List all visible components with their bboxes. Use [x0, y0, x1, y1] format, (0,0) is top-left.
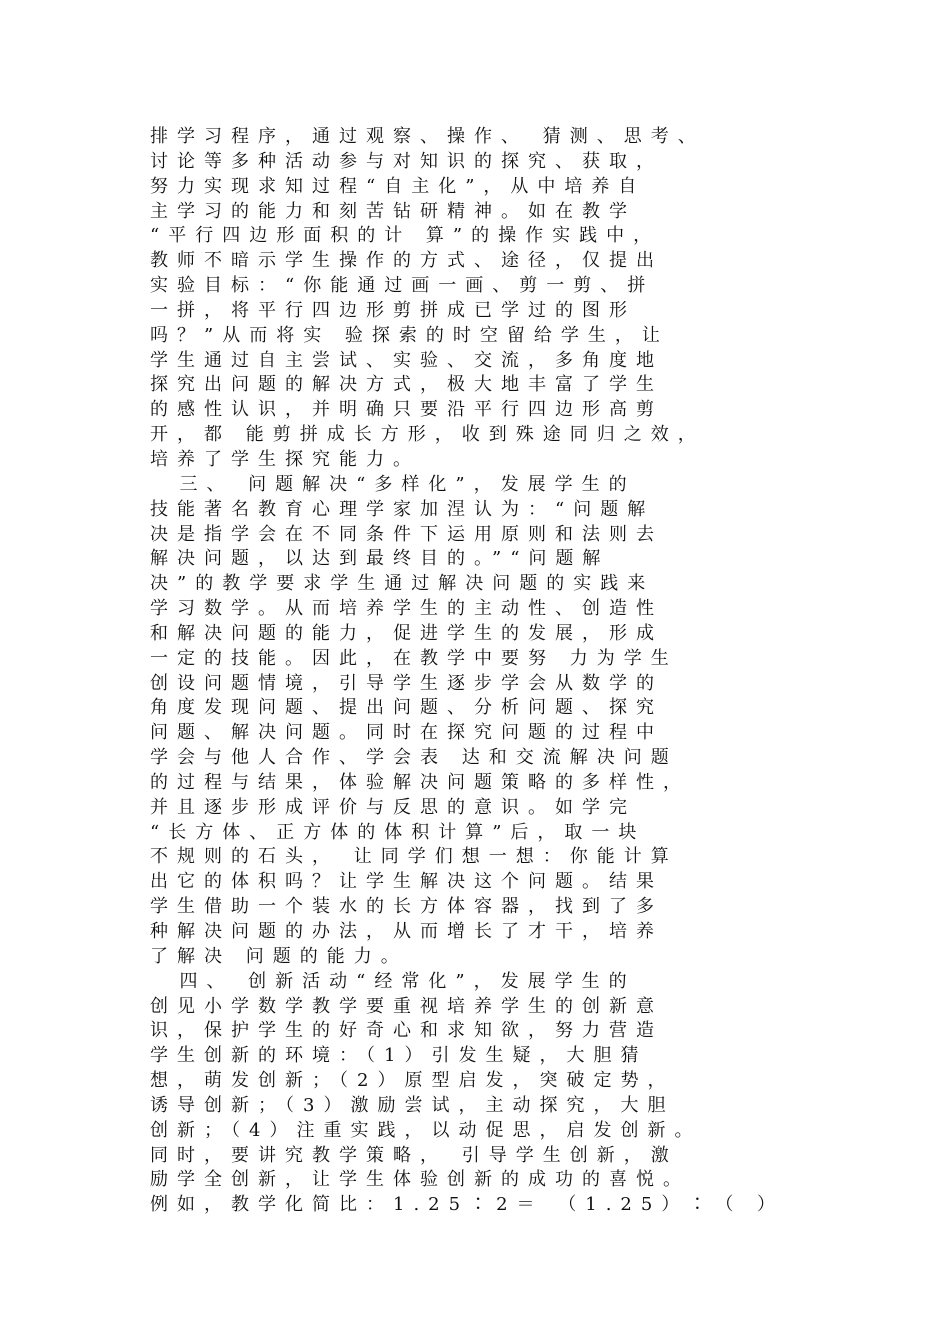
- text-line: 并且逐步形成评价与反思的意识。如学完: [150, 796, 636, 818]
- text-line: 不规则的石头， 让同学们想一想：你能计算: [150, 846, 678, 868]
- text-line: 学生创新的环境：（1）引发生疑，大胆猜: [150, 1045, 648, 1067]
- text-line: 出它的体积吗？让学生解决这个问题。结果: [150, 871, 663, 893]
- text-line: 解决问题，以达到最终目的。”“问题解: [150, 548, 610, 570]
- text-line: 培养了学生探究能力。: [150, 448, 420, 470]
- text-line: 技能著名教育心理学家加涅认为：“问题解: [150, 498, 655, 520]
- text-line: 一拼，将平行四边形剪拼成已学过的图形: [150, 299, 636, 321]
- text-line: 一定的技能。因此，在教学中要努 力为学生: [150, 647, 678, 669]
- text-line: 问题、解决问题。同时在探究问题的过程中: [150, 722, 663, 744]
- text-line: “平行四边形面积的计 算”的操作实践中，: [150, 225, 661, 247]
- text-line: 创设问题情境，引导学生逐步学会从数学的: [150, 672, 663, 694]
- body-text: [150, 125, 822, 1218]
- text-line: 种解决问题的办法，从而增长了才干，培养: [150, 921, 663, 942]
- text-line: 同时，要讲究教学策略， 引导学生创新，激: [150, 1144, 678, 1166]
- text-line: 和解决问题的能力，促进学生的发展，形成: [150, 622, 663, 644]
- text-line: 创见小学数学教学要重视培养学生的创新意: [150, 995, 663, 1017]
- text-line: 学生通过自主尝试、实验、交流，多角度地: [150, 349, 663, 371]
- text-line: 吗？”从而将实 验探索的时空留给学生，让: [150, 324, 669, 346]
- text-line: 的感性认识，并明确只要沿平行四边形高剪: [150, 399, 663, 421]
- text-line: 角度发现问题、提出问题、分析问题、探究: [150, 697, 663, 719]
- text-line: 学习数学。从而培养学生的主动性、创造性: [150, 598, 663, 620]
- text-line: 主学习的能力和刻苦钻研精神。如在教学: [150, 200, 636, 222]
- text-line: 学生借助一个装水的长方体容器，找到了多: [150, 896, 663, 918]
- text-line: 励学全创新，让学生体验创新的成功的喜悦。: [150, 1169, 690, 1191]
- text-line: 创新；（4）注重实践，以动促思，启发创新。: [150, 1119, 702, 1141]
- text-line: 决”的教学要求学生通过解决问题的实践来: [150, 573, 655, 595]
- text-line: 探究出问题的解决方式，极大地丰富了学生: [150, 374, 663, 396]
- text-line: 努力实现求知过程“自主化”，从中培养自: [150, 175, 646, 197]
- text-line: 诱导创新；（3）激励尝试，主动探究，大胆: [150, 1094, 675, 1116]
- text-line: 想，萌发创新；（2）原型启发，突破定势，: [150, 1070, 675, 1092]
- text-line: 了解决 问题的能力。: [150, 945, 408, 967]
- text-line: 例如，教学化简比：1.25∶2＝ （1.25）∶（ ）: [150, 1194, 785, 1216]
- section-heading-3: 三、 问题解决“多样化”，发展学生的: [150, 473, 636, 495]
- text-line: 的过程与结果，体验解决问题策略的多样性，: [150, 771, 690, 793]
- text-line: 教师不暗示学生操作的方式、途径，仅提出: [150, 250, 663, 272]
- text-line: “长方体、正方体的体积计算”后，取一块: [150, 821, 646, 843]
- text-line: 排学习程序，通过观察、操作、 猜测、思考、: [150, 126, 705, 147]
- text-line: 开，都 能剪拼成长方形，收到殊途同归之效，: [150, 424, 705, 446]
- text-line: 讨论等多种活动参与对知识的探究、获取，: [150, 150, 663, 172]
- text-line: 实验目标：“你能通过画一画、剪一剪、拼: [150, 275, 655, 297]
- text-line: 决是指学会在不同条件下运用原则和法则去: [150, 523, 663, 545]
- text-line: 学会与他人合作、学会表 达和交流解决问题: [150, 747, 678, 769]
- section-heading-4: 四、 创新活动“经常化”，发展学生的: [150, 970, 636, 992]
- text-line: 识，保护学生的好奇心和求知欲，努力营造: [150, 1020, 663, 1042]
